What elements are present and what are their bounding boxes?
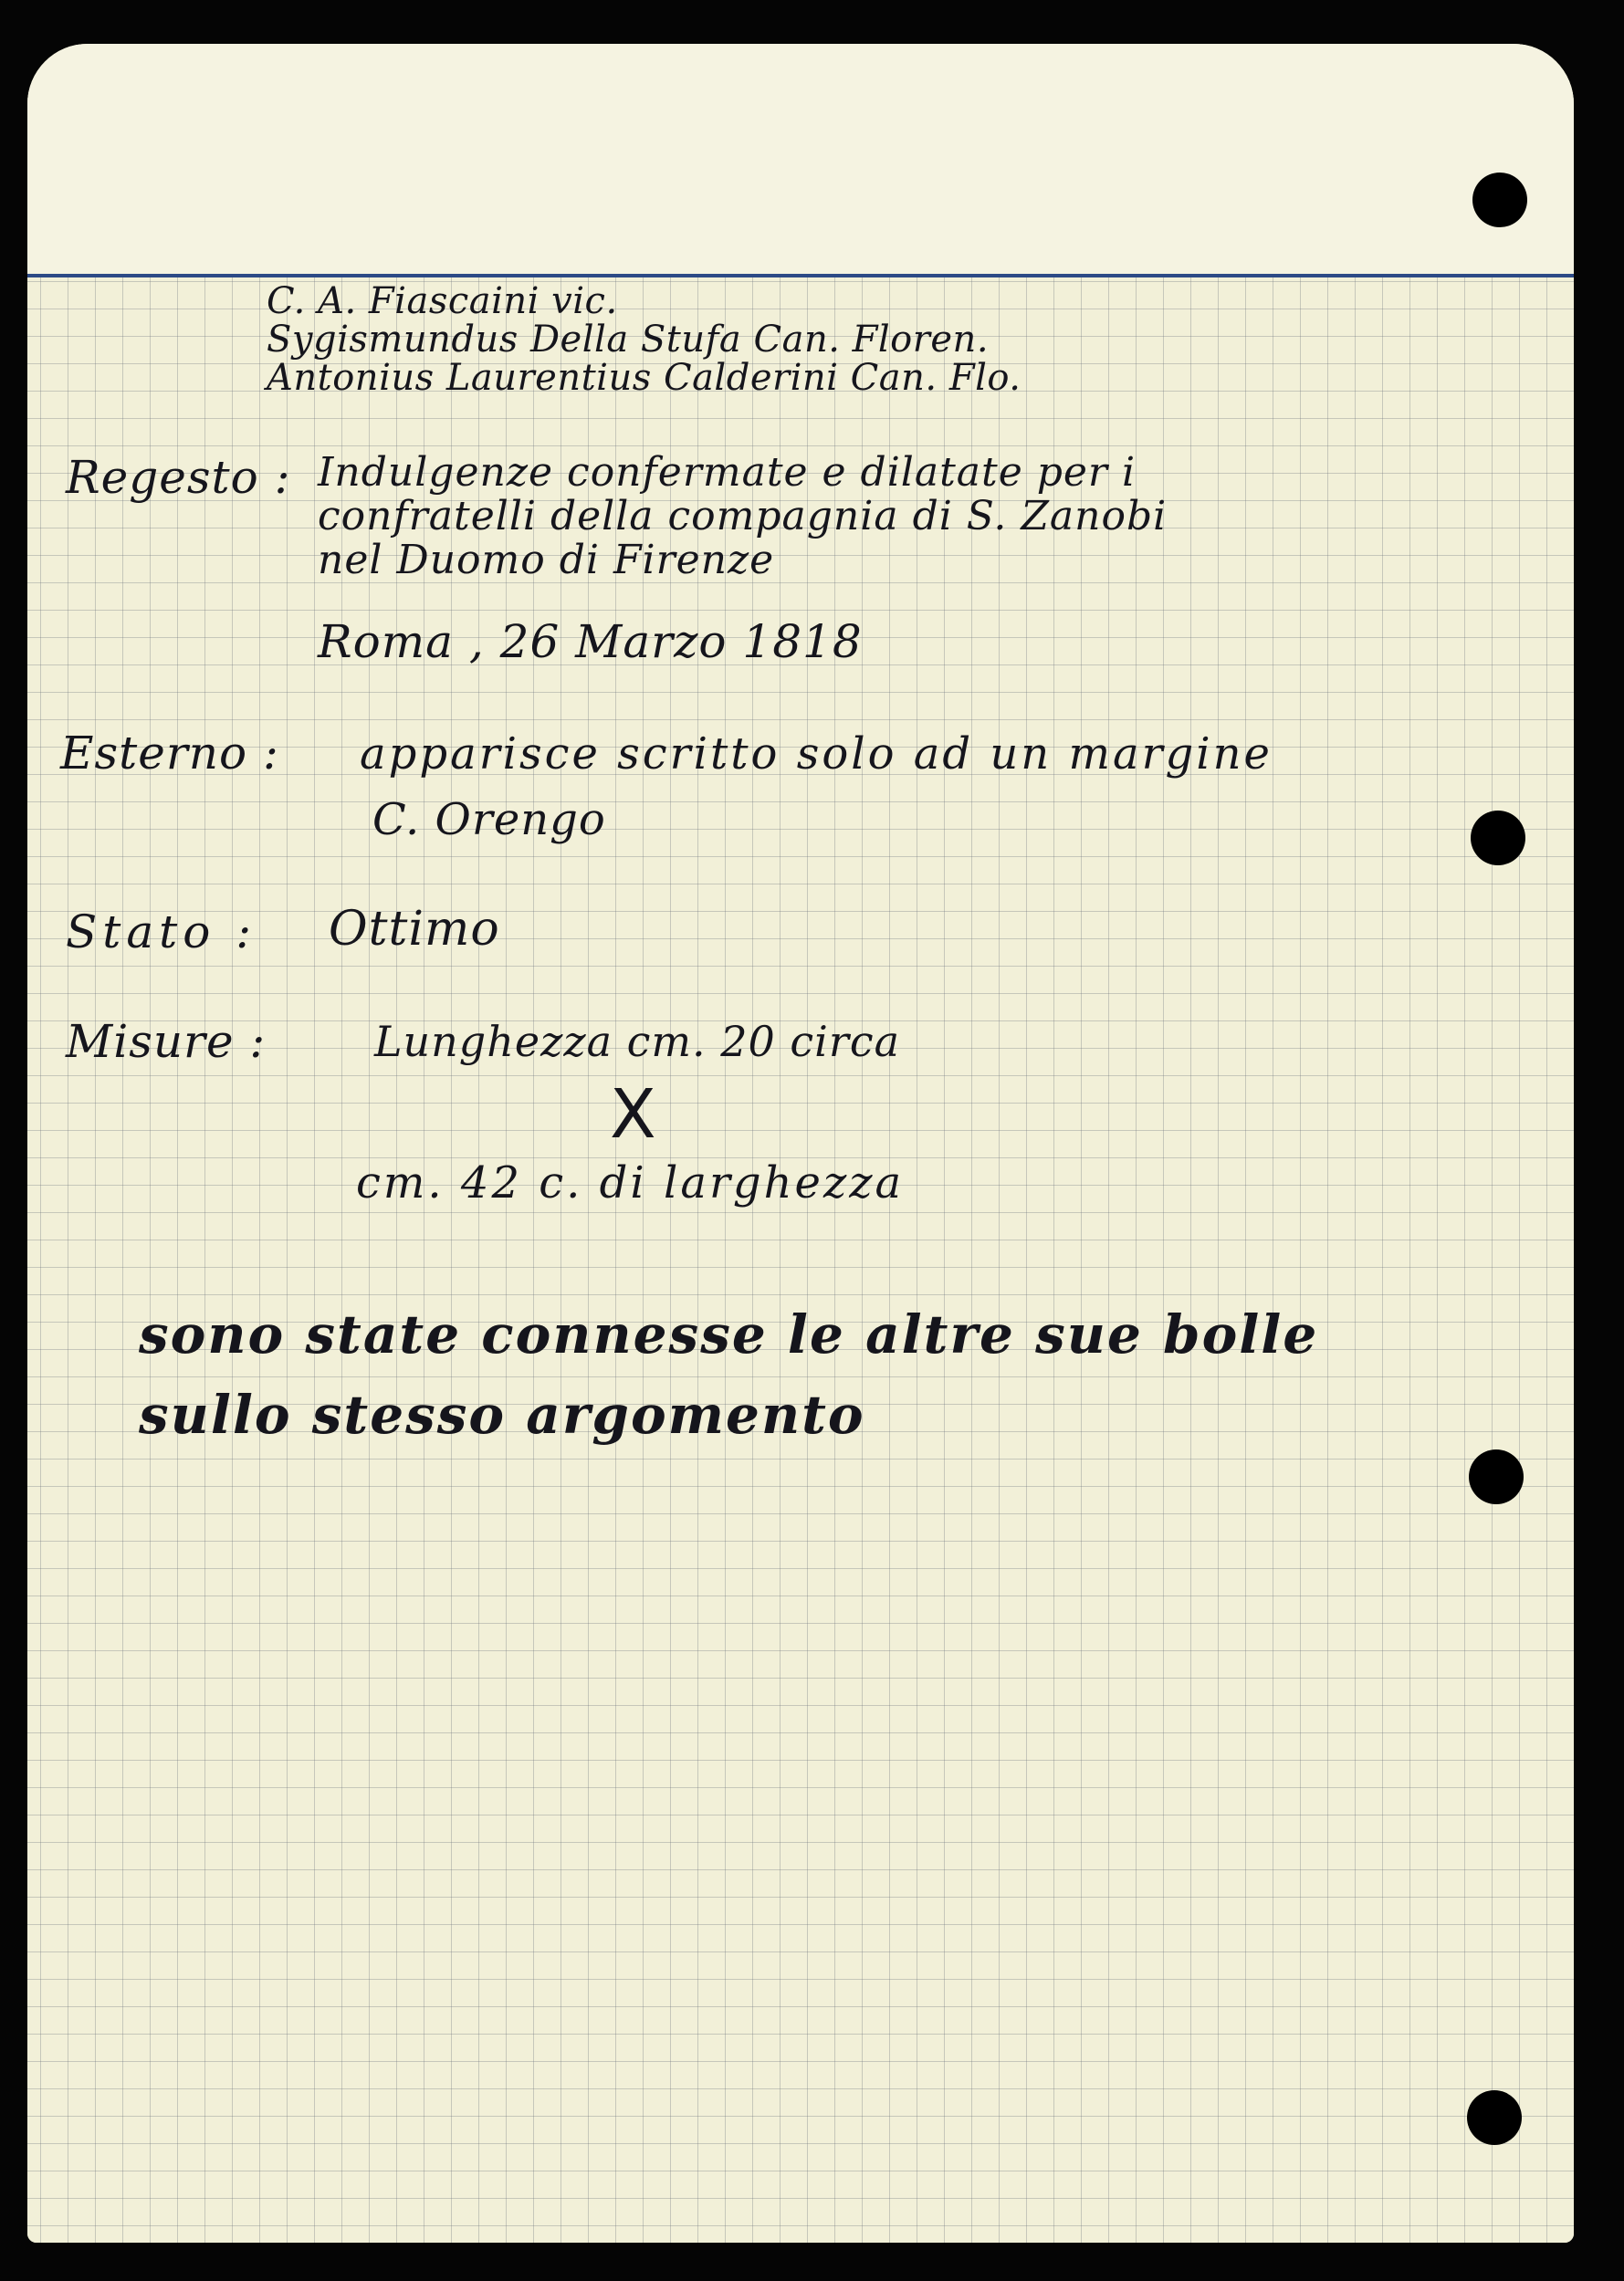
regesto-line-1: Indulgenze confermate e dilatate per i <box>318 449 1137 496</box>
punch-hole-bottom <box>1467 2090 1522 2145</box>
regesto-date: Roma , 26 Marzo 1818 <box>318 615 863 668</box>
stato-label: Stato : <box>66 905 257 958</box>
note-line-2: sullo stesso argomento <box>139 1384 865 1446</box>
signature-line-2: Sygismundus Della Stufa Can. Floren. <box>267 319 990 361</box>
archive-card <box>27 44 1574 2243</box>
signature-line-3: Antonius Laurentius Calderini Can. Flo. <box>267 357 1022 399</box>
regesto-line-3: nel Duomo di Firenze <box>318 537 775 583</box>
punch-hole-top <box>1472 173 1527 227</box>
signature-line-1: C. A. Fiascaini vic. <box>267 280 618 322</box>
graph-paper-grid <box>27 277 1574 2243</box>
regesto-line-2: confratelli della compagnia di S. Zanobi <box>318 493 1168 539</box>
misure-width: cm. 42 c. di larghezza <box>356 1157 905 1209</box>
punch-hole-lower-middle <box>1469 1449 1524 1504</box>
stato-value: Ottimo <box>329 902 500 957</box>
header-rule-line <box>27 274 1574 277</box>
note-line-1: sono state connesse le altre sue bolle <box>139 1303 1319 1365</box>
regesto-label: Regesto : <box>66 451 291 504</box>
esterno-line-1: apparisce scritto solo ad un margine <box>360 728 1273 780</box>
punch-hole-upper-middle <box>1471 811 1525 865</box>
misure-label: Misure : <box>66 1015 267 1068</box>
esterno-line-2: C. Orengo <box>372 794 606 845</box>
misure-length: Lunghezza cm. 20 circa <box>374 1017 901 1066</box>
misure-cross: X <box>610 1075 657 1154</box>
esterno-label: Esterno : <box>60 727 279 780</box>
card-header-band <box>27 44 1574 276</box>
